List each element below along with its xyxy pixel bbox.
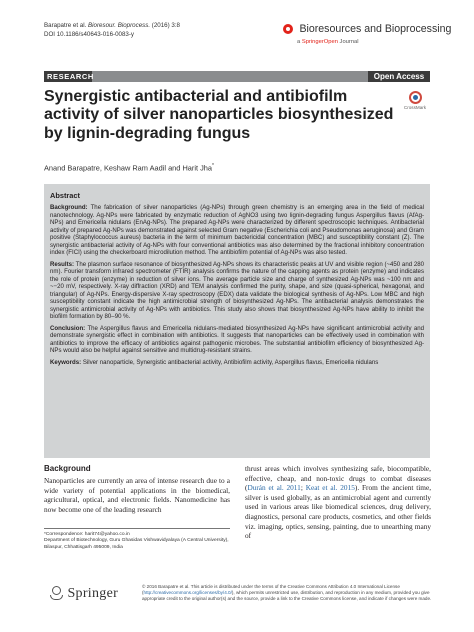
abstract-heading: Abstract	[50, 191, 80, 200]
crossmark-label: CrossMark	[403, 105, 427, 110]
citation-authors: Barapatre et al.	[44, 22, 87, 29]
abstract-results-label: Results:	[50, 260, 75, 268]
corresponding-author-mark[interactable]: *	[212, 163, 214, 169]
article-type-label: RESEARCH	[44, 71, 92, 82]
body-column-left	[44, 464, 230, 514]
abstract-conclusion	[50, 325, 424, 355]
author-list	[44, 163, 214, 172]
doi-line[interactable]: DOI 10.1186/s40643-016-0083-y	[44, 30, 135, 38]
abstract-box	[44, 184, 430, 458]
journal-subtitle	[297, 39, 453, 45]
journal-sub-suffix: Journal	[337, 39, 359, 45]
author-affiliation: Department of Biotechnology, Guru Ghasidas Vishwavidyalaya (A Central University), Bilaspur, Chhattisgarh 495009, India	[44, 538, 229, 550]
author-names: Anand Barapatre, Keshaw Ram Aadil and Harit Jha	[44, 163, 213, 173]
license-text	[142, 584, 432, 602]
correspondence-email[interactable]: *Correspondence: harit74@yahoo.co.in	[44, 532, 130, 537]
body-text-segment: ;	[300, 483, 306, 493]
body-text-segment: ). From the ancient time, silver is used globally, as an antimicrobial agent and currently used in various areas like biomedical sciences, drug delivery, diagnostics, personal care products, cosmetics, and other fields viz. imaging, optics, sensing, painting, due to unearthing many of	[245, 483, 432, 541]
license-link[interactable]: http://creativecommons.org/licenses/by/4.0/	[143, 590, 232, 596]
journal-brand[interactable]	[283, 20, 453, 45]
keywords-text: Silver nanoparticle, Synergistic antibacterial activity, Antibiofilm activity, Aspergillus flavus, Emericella nidulans	[81, 358, 379, 366]
publisher-name: Springer	[67, 586, 119, 601]
abstract-conclusion-label: Conclusion:	[50, 324, 86, 332]
license-text-part: © 2016 Barapatre et al. This article is distributed under the terms of the Creative Commons Attribution 4.0 International License (	[142, 584, 400, 596]
abstract-background	[50, 204, 424, 257]
crossmark-badge[interactable]	[395, 91, 435, 110]
journal-logo-icon	[283, 24, 293, 34]
citation-line	[44, 22, 180, 31]
citation-volume: (2016) 3:8	[150, 22, 181, 29]
crossmark-icon	[409, 91, 422, 104]
body-column-right	[245, 464, 431, 541]
open-access-badge[interactable]: Open Access	[368, 71, 430, 82]
abstract-results	[50, 261, 424, 321]
background-heading: Background	[44, 464, 91, 473]
abstract-background-text: The fabrication of silver nanoparticles (Ag-NPs) through green chemistry is an emerging area in the field of medical nanotechnology. Ag-NPs were fabricated by enzymatic reduction of AgNO3 using two lignin-degrading fungus Aspergillus flavus (AfAg-NPs) and Emericella nidulans (EnAg-NPs). The prepared Ag-NPs were characterized by different spectroscopic techniques. Antibacterial activity of prepared Ag-NPs was demonstrated against selected Gram negative (Escherichia coli and Pseudomonas aeruginosa) and Gram positive (Staphylococcus aureus) bacteria in the term of minimum bactericidal concentration (MBC) and susceptibility constant (Z). The synergistic antibacterial activity of Ag-NPs with four conventional antibiotics was also determined by the fractional inhibitory concentration index (FICI) using the checkerboard microdilution method. The antibiofilm potential of Ag-NPs was also tested.	[50, 204, 424, 256]
correspondence-note	[44, 528, 230, 551]
journal-sub-brand: SpringerOpen	[301, 39, 338, 45]
background-paragraph-continued	[245, 464, 431, 541]
journal-sub-prefix: a	[297, 39, 302, 45]
body-text-segment: thrust areas which involves synthesizing safe, biocompatible, effective, cheap, and non-toxic drugs to combat diseases (	[245, 464, 431, 493]
abstract-results-text: The plasmon surface resonance of biosynthesized Ag-NPs shows its characteristic peaks at UV and visible region (~450 and 280 nm). Fourier transform infrared spectrometer (FTIR) analysis confirms the nature of the capping agents as protein (enzyme) and indicates the role of protein (enzyme) in reduction of silver ions. The average particle size and charge of synthesized Ag-NPs was ~100 nm and ~−20 mV, respectively. X-ray diffraction (XRD) and TEM analysis confirmed the purity, shape, and size (quasi-spherical, hexagonal, and triangular) of Ag-NPs. Energy-dispersive X-ray spectroscopy (EDX) data validate the biological synthesis of Ag-NPs. Low MBC and high susceptibility constant indicate the high antimicrobial strength of biosynthesized Ag-NPs. The antibacterial analysis demonstrates the synergistic antimicrobial activity of Ag-NPs with antibiotics. This study also shows that biosynthesized Ag-NPs have ability to inhibit the biofilm formation by 80–90 %.	[50, 260, 424, 320]
citation-journal: Bioresour. Bioprocess.	[88, 22, 151, 29]
journal-name: Bioresources and Bioprocessing	[299, 22, 452, 35]
reference-link-keat[interactable]: Keat et al. 2015	[305, 483, 355, 493]
article-title: Synergistic antibacterial and antibiofilm activity of silver nanoparticles biosynthesized by lignin-degrading fungus	[44, 88, 394, 142]
reference-link-duran[interactable]: Durán et al. 2011	[247, 483, 301, 493]
abstract-keywords	[50, 359, 424, 367]
keywords-label: Keywords:	[50, 358, 82, 366]
license-text-part: ), which permits unrestricted use, distribution, and reproduction in any medium, provided you give appropriate credit to the original author(s) and the source, provide a link to the Creative Commons license, and indicate if changes were made.	[142, 590, 432, 602]
background-paragraph: Nanoparticles are currently an area of intense research due to a wide variety of potential applications in the biomedical, agricultural, optical, and electronic fields. Nanomedicine has now become one of the leading research	[44, 476, 230, 514]
citation-block	[44, 22, 180, 39]
abstract-conclusion-text: The Aspergillus flavus and Emericella nidulans-mediated biosynthesized Ag-NPs have significant antimicrobial activity and demonstrate synergistic effect in combination with antibiotics. It suggests that nanoparticles can be effectively used in combination with antibiotics to improve the efficacy of antibiotics against pathogenic microbes. The substantial antibiofilm efficiency of biosynthesized Ag-NPs would also be helpful against sensitive and multidrug-resistant strains.	[50, 324, 424, 354]
springer-knight-icon	[48, 585, 63, 603]
publisher-brand	[48, 585, 118, 603]
article-type-banner	[44, 71, 430, 82]
abstract-background-label: Background:	[50, 204, 88, 211]
